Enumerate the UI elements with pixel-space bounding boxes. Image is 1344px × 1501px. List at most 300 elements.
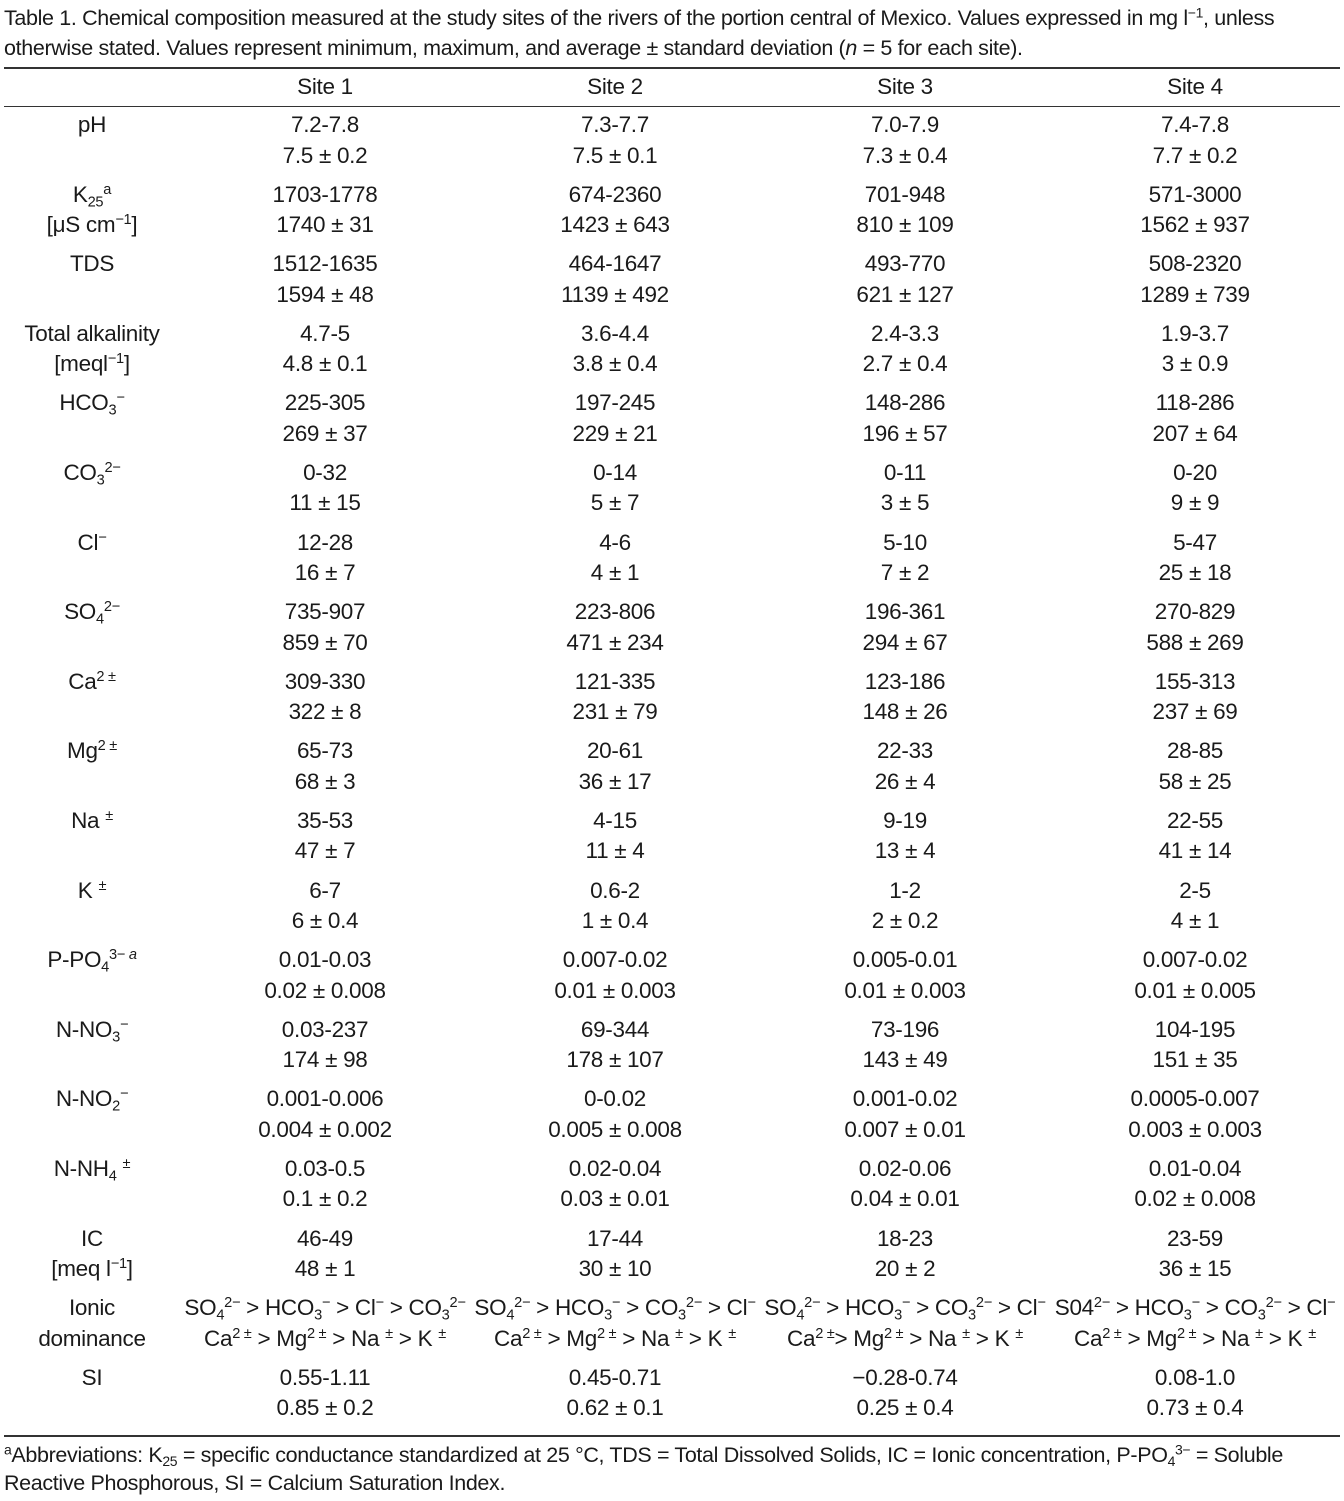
site-4-value [1050, 667, 1340, 737]
range-value: 23-59 [1166, 1225, 1224, 1251]
site-2-value [470, 1015, 760, 1085]
mean-sd-value: 36 ± 15 [1158, 1256, 1232, 1281]
parameter-name: pH [77, 112, 107, 137]
site-2-value [470, 1084, 760, 1154]
site-1-value [180, 528, 470, 598]
mean-sd-value: 41 ± 14 [1158, 838, 1232, 864]
range-value: 0.03-0.5 [284, 1155, 366, 1181]
mean-sd-value: 58 ± 25 [1158, 768, 1232, 794]
site-3-value [760, 1084, 1050, 1154]
mean-sd-value: 7.3 ± 0.4 [862, 142, 948, 168]
site-1-value [180, 667, 470, 737]
mean-sd-value: 4 ± 1 [1170, 908, 1220, 934]
parameter-name: $N-NO_2^-$ [55, 1086, 129, 1115]
parameter-name: Total alkalinity [24, 320, 160, 346]
mean-sd-value: 7.5 ± 0.1 [572, 142, 658, 168]
mean-sd-value: 25 ± 18 [1158, 560, 1232, 586]
site-3-value [760, 319, 1050, 389]
site-2-value [470, 597, 760, 667]
range-value: 1703-1778 [272, 181, 378, 207]
site-1-value [180, 1015, 470, 1085]
parameter-label [4, 1084, 180, 1154]
range-value: 155-313 [1154, 668, 1236, 694]
mean-sd-value: 48 ± 1 [294, 1256, 356, 1281]
parameter-name: $SO_4^{2-}$ [64, 599, 120, 628]
table-row [4, 597, 1340, 667]
site-3-value [760, 945, 1050, 1015]
mean-sd-value: 7 ± 2 [880, 560, 930, 586]
site-2-value [470, 1154, 760, 1224]
table-row [4, 1293, 1340, 1363]
parameter-unit: [μS $cm^{-1}$] [46, 212, 138, 238]
mean-sd-value: 26 ± 4 [874, 768, 936, 794]
mean-sd-value: $Ca^{2 \pm} > Mg^{2 \pm} > Na$ ± > K ± [494, 1325, 736, 1351]
range-value: $SO_4^{2-} > HCO_3^- > Cl^- > CO_3^{2-}$ [184, 1295, 466, 1324]
mean-sd-value: 20 ± 2 [874, 1256, 936, 1281]
table-caption [4, 3, 1340, 63]
site-2-value [470, 736, 760, 806]
mean-sd-value: 2.7 ± 0.4 [862, 351, 948, 377]
parameter-name: $N-NH_4$ ± [53, 1155, 131, 1185]
mean-sd-value: 621 ± 127 [856, 281, 954, 307]
mean-sd-value: 11 ± 15 [289, 490, 361, 516]
range-value: 1.9-3.7 [1161, 320, 1229, 346]
site-1-value [180, 1224, 470, 1294]
parameter-label [4, 458, 180, 528]
range-value: 196-361 [864, 599, 946, 625]
mean-sd-value: 1289 ± 739 [1140, 281, 1250, 307]
parameter-label [4, 249, 180, 319]
mean-sd-value: 1 ± 0.4 [581, 908, 649, 934]
table-row [4, 458, 1340, 528]
parameter-label [4, 319, 180, 389]
footnote: $^a$Abbreviations: $K_{25}$ = specific conductance standardized at 25 °C, TDS = Total Dissolved Solids, IC = Ionic concentration, $P-PO_4^{3-}$ = Soluble Reactive Phosphorous, SI = Calcium Saturation Index. [4, 1441, 1283, 1495]
site-3-value [760, 458, 1050, 528]
range-value: 0.0005-0.007 [1130, 1086, 1260, 1112]
parameter-name: $HCO_3^-$ [59, 390, 125, 419]
mean-sd-value: 0.01 ± 0.003 [844, 977, 966, 1003]
parameter-label [4, 1154, 180, 1224]
mean-sd-value: 0.02 ± 0.008 [1134, 1186, 1256, 1212]
site-4-value [1050, 945, 1340, 1015]
range-value: 0.007-0.02 [1142, 947, 1248, 973]
mean-sd-value: 0.25 ± 0.4 [856, 1395, 954, 1421]
range-value: 104-195 [1154, 1016, 1236, 1042]
range-value: 0-32 [303, 459, 347, 485]
mean-sd-value: 810 ± 109 [856, 212, 954, 238]
header-site-3: Site 3 [877, 74, 933, 99]
mean-sd-value: 68 ± 3 [294, 768, 356, 794]
table-row [4, 388, 1340, 458]
site-4-value [1050, 876, 1340, 946]
parameter-unit: dominance [38, 1325, 146, 1351]
site-4-value [1050, 388, 1340, 458]
range-value: 0.02-0.04 [568, 1155, 662, 1181]
site-3-value [760, 249, 1050, 319]
range-value: 35-53 [296, 807, 354, 833]
range-value: 3.6-4.4 [581, 320, 649, 346]
site-3-value [760, 597, 1050, 667]
range-value: 1512-1635 [272, 251, 378, 277]
site-2-value [470, 876, 760, 946]
parameter-label [4, 1015, 180, 1085]
range-value: 46-49 [296, 1225, 354, 1251]
range-value: 7.2-7.8 [291, 112, 359, 137]
mean-sd-value: 0.04 ± 0.01 [850, 1186, 960, 1212]
parameter-label [4, 528, 180, 598]
mean-sd-value: 6 ± 0.4 [291, 908, 359, 934]
mean-sd-value: 47 ± 7 [294, 838, 356, 864]
mean-sd-value: 4.8 ± 0.1 [282, 351, 368, 377]
table-row [4, 945, 1340, 1015]
header-row [4, 68, 1340, 106]
table-body [4, 106, 1340, 1432]
range-value: 223-806 [574, 599, 656, 625]
table-row [4, 876, 1340, 946]
parameter-name: $CO_3^{2-}$ [63, 459, 121, 489]
mean-sd-value: 7.7 ± 0.2 [1152, 142, 1238, 168]
range-value: 65-73 [296, 738, 354, 764]
range-value: 0.001-0.006 [266, 1086, 384, 1112]
parameter-label [4, 388, 180, 458]
mean-sd-value: 859 ± 70 [282, 629, 368, 655]
table-row [4, 1363, 1340, 1433]
site-2-value [470, 249, 760, 319]
table-row [4, 736, 1340, 806]
site-4-value [1050, 736, 1340, 806]
mean-sd-value: 1740 ± 31 [276, 212, 374, 238]
parameter-name: IC [81, 1225, 103, 1251]
site-3-value [760, 1224, 1050, 1294]
mean-sd-value: 0.85 ± 0.2 [276, 1395, 374, 1421]
mean-sd-value: 174 ± 98 [282, 1047, 368, 1073]
parameter-label [4, 806, 180, 876]
mean-sd-value: 294 ± 67 [862, 629, 948, 655]
parameter-label [4, 1363, 180, 1433]
range-value: 0.45-0.71 [568, 1364, 662, 1390]
mean-sd-value: $Ca^{2 \pm} > Mg^{2 \pm} > Na$ ± > K ± [204, 1325, 446, 1351]
site-2-value [470, 945, 760, 1015]
site-2-value [470, 528, 760, 598]
range-value: 148-286 [864, 390, 946, 416]
range-value: 0.01-0.03 [278, 947, 372, 973]
range-value: 73-196 [870, 1016, 940, 1042]
site-2-value [470, 1293, 760, 1363]
site-1-value [180, 1084, 470, 1154]
caption-text-2: , unless otherwise stated. Values represent minimum, maximum, and average ± standard deviation ( [4, 6, 1275, 60]
site-2-value [470, 1224, 760, 1294]
mean-sd-value: 0.62 ± 0.1 [566, 1395, 664, 1421]
range-value: 20-61 [586, 738, 644, 764]
header-site-1: Site 1 [297, 74, 353, 99]
site-4-value [1050, 180, 1340, 250]
table-row [4, 319, 1340, 389]
site-3-value [760, 1363, 1050, 1433]
range-value: 701-948 [864, 181, 946, 207]
parameter-name: $P-PO_4^{3- a}$ [47, 947, 137, 976]
parameter-label [4, 736, 180, 806]
range-value: 2-5 [1179, 877, 1211, 903]
table-row [4, 667, 1340, 737]
site-4-value [1050, 106, 1340, 180]
parameter-label [4, 180, 180, 250]
range-value: 1-2 [889, 877, 921, 903]
mean-sd-value: 0.005 ± 0.008 [548, 1116, 682, 1142]
mean-sd-value: 0.1 ± 0.2 [282, 1186, 368, 1212]
parameter-name: $Mg^{2 \pm}$ [67, 738, 117, 764]
site-1-value [180, 945, 470, 1015]
range-value: 123-186 [864, 668, 946, 694]
range-value: 7.3-7.7 [581, 112, 649, 137]
site-3-value [760, 667, 1050, 737]
range-value: 0-0.02 [584, 1086, 646, 1112]
range-value: 225-305 [284, 390, 366, 416]
mean-sd-value: 229 ± 21 [572, 420, 658, 446]
mean-sd-value: 269 ± 37 [282, 420, 368, 446]
range-value: 7.0-7.9 [871, 112, 939, 137]
site-3-value [760, 806, 1050, 876]
mean-sd-value: 0.004 ± 0.002 [258, 1116, 392, 1142]
site-3-value [760, 1154, 1050, 1224]
site-4-value [1050, 1363, 1340, 1433]
site-1-value [180, 1154, 470, 1224]
site-1-value [180, 106, 470, 180]
site-3-value [760, 106, 1050, 180]
site-2-value [470, 106, 760, 180]
parameter-label [4, 667, 180, 737]
range-value: 22-33 [876, 738, 934, 764]
site-1-value [180, 458, 470, 528]
range-value: 4-15 [593, 807, 637, 833]
range-value: $SO_4^{2-} > HCO_3^- > CO_3^{2-} > Cl^-$ [474, 1295, 756, 1324]
table-row [4, 249, 1340, 319]
range-value: 18-23 [876, 1225, 934, 1251]
site-1-value [180, 319, 470, 389]
mean-sd-value: 7.5 ± 0.2 [282, 142, 368, 168]
range-value: 674-2360 [568, 181, 662, 207]
site-1-value [180, 806, 470, 876]
parameter-label [4, 945, 180, 1015]
range-value: 493-770 [864, 251, 946, 277]
table-row [4, 1084, 1340, 1154]
site-1-value [180, 1293, 470, 1363]
range-value: 9-19 [883, 807, 927, 833]
mean-sd-value: 2 ± 0.2 [871, 908, 939, 934]
range-value: 0.01-0.04 [1148, 1155, 1242, 1181]
site-3-value [760, 1293, 1050, 1363]
mean-sd-value: 0.02 ± 0.008 [264, 977, 386, 1003]
site-2-value [470, 667, 760, 737]
range-value: 7.4-7.8 [1161, 112, 1229, 137]
site-2-value [470, 388, 760, 458]
mean-sd-value: 322 ± 8 [288, 699, 362, 725]
parameter-label [4, 876, 180, 946]
parameter-unit: [meql$^{-1}$] [54, 351, 130, 377]
range-value: 121-335 [574, 668, 656, 694]
range-value: 0.55-1.11 [279, 1364, 371, 1390]
mean-sd-value: 0.007 ± 0.01 [844, 1116, 966, 1142]
range-value: 4.7-5 [300, 320, 350, 346]
table-row [4, 106, 1340, 180]
mean-sd-value: 1423 ± 643 [560, 212, 670, 238]
parameter-label [4, 597, 180, 667]
parameter-name: TDS [69, 251, 115, 277]
range-value: 118-286 [1155, 390, 1235, 416]
mean-sd-value: 207 ± 64 [1152, 420, 1238, 446]
site-3-value [760, 876, 1050, 946]
site-3-value [760, 388, 1050, 458]
range-value: 0-20 [1173, 459, 1217, 485]
range-value: 22-55 [1166, 807, 1224, 833]
site-2-value [470, 319, 760, 389]
site-3-value [760, 528, 1050, 598]
parameter-name: Cl− [77, 529, 107, 555]
mean-sd-value: $Ca^{2 \pm} > Mg^{2 \pm} > Na$ ± > K ± [1074, 1325, 1316, 1351]
bottom-rule [4, 1435, 1340, 1437]
parameter-label [4, 1293, 180, 1363]
site-4-value [1050, 597, 1340, 667]
parameter-name: Na ± [71, 807, 113, 833]
mean-sd-value: 1594 ± 48 [276, 281, 374, 307]
mean-sd-value: 3 ± 5 [880, 490, 930, 516]
mean-sd-value: 0.01 ± 0.003 [554, 977, 676, 1003]
parameter-label [4, 1224, 180, 1294]
chemical-composition-table [4, 68, 1340, 1432]
site-4-value [1050, 1293, 1340, 1363]
table-row [4, 1224, 1340, 1294]
parameter-name: $K_{25}^a$ [72, 181, 112, 210]
table-row [4, 180, 1340, 250]
mean-sd-value: 471 ± 234 [566, 629, 664, 655]
mean-sd-value: 16 ± 7 [294, 560, 356, 586]
range-value: 4-6 [599, 529, 631, 555]
caption-unit-superscript: −1 [1187, 4, 1204, 21]
range-value: 0.6-2 [590, 877, 640, 903]
range-value: 28-85 [1166, 738, 1224, 764]
site-4-value [1050, 458, 1340, 528]
range-value: $SO_4^{2-} > HCO_3^- > CO_3^{2-} > Cl^-$ [764, 1295, 1046, 1324]
site-4-value [1050, 249, 1340, 319]
header-site-4: Site 4 [1167, 74, 1223, 99]
parameter-name: $N-NO_3^-$ [55, 1016, 129, 1046]
mean-sd-value: 196 ± 57 [862, 420, 948, 446]
range-value: 6-7 [309, 877, 341, 903]
mean-sd-value: 5 ± 7 [590, 490, 640, 516]
mean-sd-value: 0.73 ± 0.4 [1146, 1395, 1244, 1421]
table-row [4, 806, 1340, 876]
site-4-value [1050, 1154, 1340, 1224]
range-value: 0-11 [883, 459, 927, 485]
site-3-value [760, 1015, 1050, 1085]
site-1-value [180, 249, 470, 319]
mean-sd-value: 1562 ± 937 [1140, 212, 1250, 238]
site-4-value [1050, 528, 1340, 598]
site-1-value [180, 876, 470, 946]
mean-sd-value: 30 ± 10 [578, 1256, 652, 1281]
site-1-value [180, 388, 470, 458]
range-value: 464-1647 [568, 251, 662, 277]
mean-sd-value: 178 ± 107 [566, 1047, 664, 1073]
range-value: 0.005-0.01 [852, 947, 958, 973]
site-4-value [1050, 1224, 1340, 1294]
site-2-value [470, 1363, 760, 1433]
site-4-value [1050, 806, 1340, 876]
mean-sd-value: 231 ± 79 [572, 699, 658, 725]
range-value: 5-47 [1173, 529, 1217, 555]
mean-sd-value: 151 ± 35 [1152, 1047, 1238, 1073]
site-3-value [760, 736, 1050, 806]
range-value: 735-907 [284, 599, 366, 625]
site-2-value [470, 180, 760, 250]
mean-sd-value: 0.003 ± 0.003 [1128, 1116, 1262, 1142]
range-value: 0.02-0.06 [858, 1155, 952, 1181]
range-value: 309-330 [284, 668, 366, 694]
range-value: 12-28 [296, 529, 354, 555]
range-value: 0.03-237 [281, 1016, 369, 1042]
mean-sd-value: $Ca^{2 \pm}> Mg^{2 \pm} > Na$ ± > K ± [787, 1325, 1023, 1351]
header-cell-blank [4, 68, 180, 106]
site-1-value [180, 736, 470, 806]
range-value: 0.001-0.02 [852, 1086, 958, 1112]
mean-sd-value: 3.8 ± 0.4 [572, 351, 658, 377]
range-value: 2.4-3.3 [871, 320, 939, 346]
mean-sd-value: 36 ± 17 [578, 768, 652, 794]
caption-text-1: Table 1. Chemical composition measured at the study sites of the rivers of the portion central of Mexico. Values expressed in mg l [4, 6, 1188, 30]
range-value: 508-2320 [1148, 251, 1242, 277]
mean-sd-value: 0.01 ± 0.005 [1134, 977, 1256, 1003]
range-value: 197-245 [574, 390, 656, 416]
table-row [4, 528, 1340, 598]
range-value: 5-10 [883, 529, 927, 555]
mean-sd-value: 4 ± 1 [590, 560, 640, 586]
range-value: $S04^{2-} > HCO_3^- > CO_3^{2-} > Cl^-$ [1054, 1295, 1336, 1324]
parameter-unit: [meq $l^{-1}$] [51, 1255, 133, 1281]
parameter-name: K ± [77, 877, 107, 903]
mean-sd-value: 11 ± 4 [585, 838, 645, 864]
mean-sd-value: 9 ± 9 [1170, 490, 1220, 516]
mean-sd-value: 1139 ± 492 [561, 281, 669, 307]
range-value: 0-14 [593, 459, 637, 485]
parameter-label [4, 106, 180, 180]
header-site-2: Site 2 [587, 74, 643, 99]
site-2-value [470, 806, 760, 876]
mean-sd-value: 0.03 ± 0.01 [560, 1186, 670, 1212]
mean-sd-value: 148 ± 26 [862, 699, 948, 725]
mean-sd-value: 13 ± 4 [874, 838, 936, 864]
parameter-name: $Ca^{2 \pm}$ [68, 668, 116, 694]
site-4-value [1050, 1084, 1340, 1154]
mean-sd-value: 143 ± 49 [862, 1047, 948, 1073]
site-3-value [760, 180, 1050, 250]
range-value: 69-344 [580, 1016, 650, 1042]
site-1-value [180, 1363, 470, 1433]
parameter-name: SI [81, 1364, 103, 1390]
range-value: 17-44 [586, 1225, 644, 1251]
range-value: 270-829 [1154, 599, 1236, 625]
site-4-value [1050, 1015, 1340, 1085]
mean-sd-value: 588 ± 269 [1146, 629, 1244, 655]
site-1-value [180, 597, 470, 667]
range-value: 0.007-0.02 [562, 947, 668, 973]
range-value: −0.28-0.74 [852, 1364, 958, 1390]
site-1-value [180, 180, 470, 250]
range-value: 571-3000 [1148, 181, 1242, 207]
table-row [4, 1015, 1340, 1085]
site-2-value [470, 458, 760, 528]
range-value: 0.08-1.0 [1154, 1364, 1236, 1390]
site-4-value [1050, 319, 1340, 389]
mean-sd-value: 3 ± 0.9 [1161, 351, 1229, 377]
